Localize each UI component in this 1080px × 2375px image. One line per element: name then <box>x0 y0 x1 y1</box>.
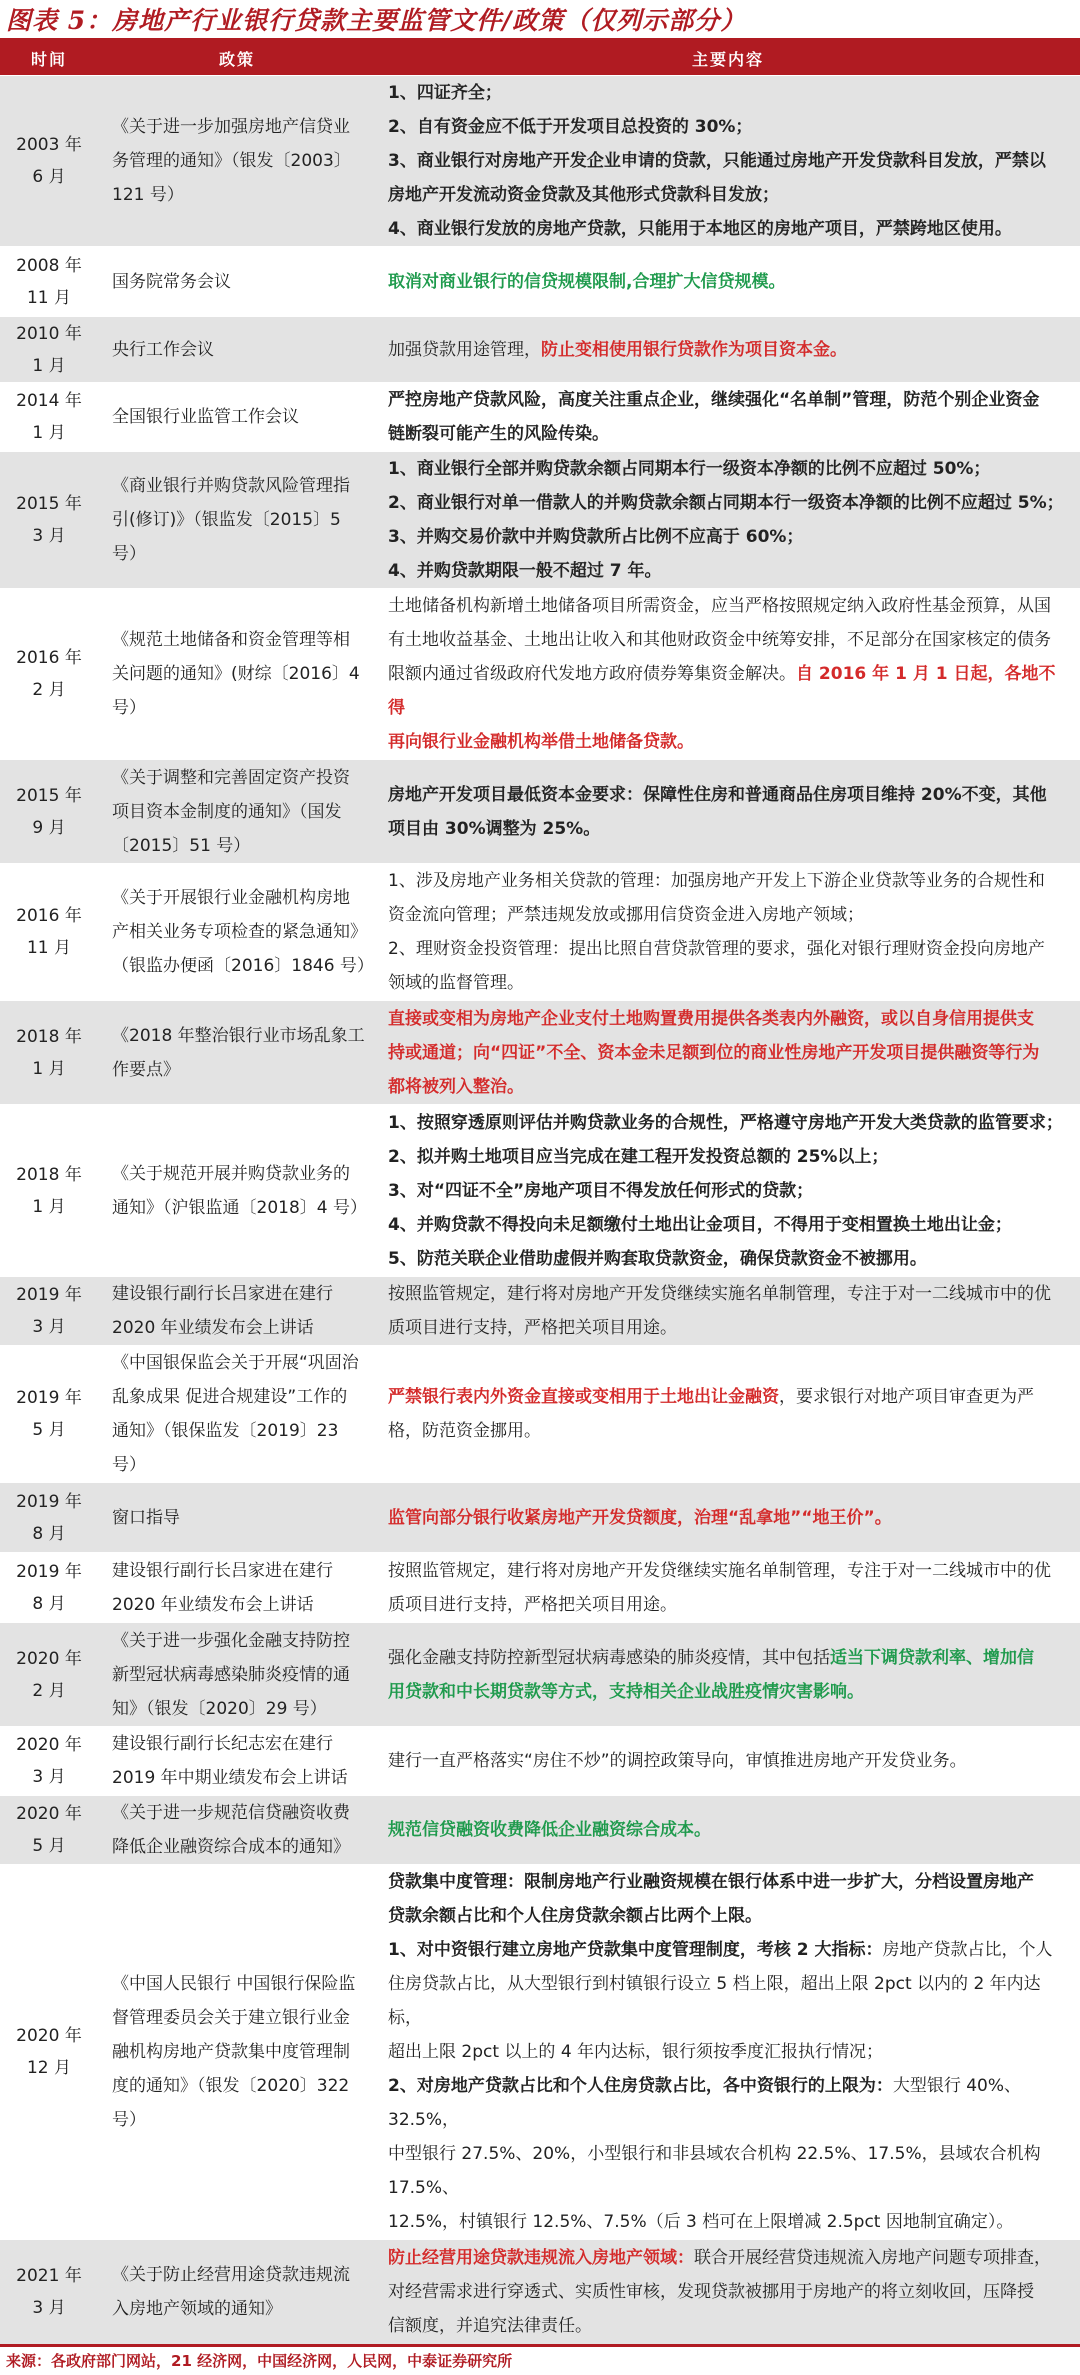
time-month: 5 月 <box>32 1420 66 1440</box>
source-note: 来源：各政府部门网站，21 经济网，中国经济网，人民网，中泰证券研究所 <box>6 2352 513 2370</box>
policy-line: 《中国银保监会关于开展“巩固治 <box>112 1353 359 1373</box>
content-line <box>388 212 1070 246</box>
time-cell <box>0 247 98 317</box>
policy-cell <box>98 1483 376 1553</box>
content-segment: 1、对中资银行建立房地产贷款集中度管理制度，考核 2 大指标： <box>388 1940 883 1960</box>
content-segment: 建行一直严格落实“房住不炒”的调控政策导向，审慎推进房地产开发贷业务。 <box>388 1751 967 1771</box>
content-segment: 加强贷款用途管理， <box>388 339 541 360</box>
policy-line: 督管理委员会关于建立银行业金 <box>112 2008 350 2028</box>
time-cell <box>0 1105 98 1277</box>
content-segment: 土地储备机构新增土地储备项目所需资金，应当严格按照规定纳入政府性基金预算，从国 <box>388 596 1051 616</box>
time-year: 2021 年 <box>16 2265 82 2286</box>
policy-cell <box>98 1623 376 1727</box>
content-line <box>388 725 1070 759</box>
content-line <box>388 2205 1070 2239</box>
content-line <box>388 1380 1070 1414</box>
content-line <box>388 932 1070 966</box>
policy-line: 《关于规范开展并购贷款业务的 <box>112 1163 350 1184</box>
table-row <box>0 1277 1080 1346</box>
content-line <box>388 417 1070 451</box>
time-month: 12 月 <box>26 2058 72 2078</box>
time-cell <box>0 2240 98 2344</box>
time-month: 8 月 <box>32 1593 66 1614</box>
content-segment: 再向银行业金融机构举借土地储备贷款。 <box>388 732 694 752</box>
content-segment: 2、对房地产贷款占比和个人住房贷款占比，各中资银行的上限为： <box>388 2076 893 2096</box>
policy-line: 通知》（沪银监通〔2018〕4 号） <box>112 1197 367 1218</box>
policy-line: 作要点》 <box>112 1059 180 1080</box>
time-year: 2019 年 <box>16 1561 82 1582</box>
content-line <box>388 898 1070 932</box>
content-line <box>388 1501 1070 1535</box>
content-line <box>388 110 1070 144</box>
time-year: 2020 年 <box>16 1804 82 1824</box>
time-month: 2 月 <box>32 680 66 700</box>
policy-line: 国务院常务会议 <box>112 271 231 292</box>
policy-line: 2020 年业绩发布会上讲话 <box>112 1318 314 1338</box>
time-month: 1 月 <box>32 423 66 443</box>
content-segment: 房地产开发项目最低资本金要求：保障性住房和普通商品住房项目维持 20%不变，其他 <box>388 784 1047 805</box>
policy-cell <box>98 589 376 760</box>
table-row <box>0 247 1080 317</box>
content-segment: 1、商业银行全部并购贷款余额占同期本行一级资本净额的比例不应超过 50%； <box>388 459 991 479</box>
time-cell <box>0 1727 98 1796</box>
policy-line: （银监办便函〔2016〕1846 号） <box>112 956 374 976</box>
time-cell <box>0 1346 98 1483</box>
policy-cell <box>98 317 376 383</box>
table-row <box>0 1623 1080 1727</box>
header-time: 时间 <box>0 41 98 76</box>
content-line <box>388 520 1070 554</box>
table-row <box>0 1553 1080 1623</box>
content-line <box>388 966 1070 1000</box>
policy-cell <box>98 383 376 452</box>
content-line <box>388 589 1070 623</box>
time-cell <box>0 383 98 452</box>
content-segment: 3、并购交易价款中并购贷款所占比例不应高于 60%； <box>388 527 804 547</box>
time-year: 2019 年 <box>16 1388 82 1408</box>
content-cell <box>376 452 1080 589</box>
table-header <box>0 41 1080 76</box>
table-row <box>0 317 1080 383</box>
content-line <box>388 486 1070 520</box>
content-segment: 持或通道；向“四证”不全、资本金未足额到位的商业性房地产开发项目提供融资等行为 <box>388 1042 1040 1063</box>
time-year: 2010 年 <box>16 323 82 344</box>
content-cell <box>376 1727 1080 1796</box>
content-segment: 限额内通过省级政府代发地方政府债券筹集资金解决。 <box>388 664 796 684</box>
policy-line: 建设银行副行长纪志宏在建行 <box>112 1734 333 1754</box>
content-segment: 强化金融支持防控新型冠状病毒感染的肺炎疫情，其中包括 <box>388 1647 830 1668</box>
content-cell <box>376 1865 1080 2240</box>
time-cell <box>0 1623 98 1727</box>
content-line <box>388 452 1070 486</box>
time-cell <box>0 452 98 589</box>
content-segment: 领域的监督管理。 <box>388 973 524 993</box>
content-cell <box>376 2240 1080 2344</box>
time-month: 3 月 <box>32 1317 66 1337</box>
time-month: 1 月 <box>32 1058 66 1079</box>
content-cell <box>376 317 1080 383</box>
content-segment: 4、并购贷款期限一般不超过 7 年。 <box>388 561 662 581</box>
time-cell <box>0 1865 98 2240</box>
table-row <box>0 1727 1080 1796</box>
policy-line: 2019 年中期业绩发布会上讲话 <box>112 1768 348 1788</box>
policy-cell <box>98 1346 376 1483</box>
policy-line: 〔2015〕51 号） <box>112 835 251 856</box>
policy-line: 融机构房地产贷款集中度管理制 <box>112 2042 350 2062</box>
table-row <box>0 1483 1080 1553</box>
content-segment: 3、对“四证不全”房地产项目不得发放任何形式的贷款； <box>388 1180 814 1201</box>
content-segment: 4、商业银行发放的房地产贷款，只能用于本地区的房地产项目，严禁跨地区使用。 <box>388 219 1012 239</box>
policy-line: 《2018 年整治银行业市场乱象工 <box>112 1025 365 1046</box>
policy-line: 关问题的通知》(财综〔2016〕4 <box>112 664 360 684</box>
content-segment: 超出上限 2pct 以上的 4 年内达标，银行须按季度汇报执行情况； <box>388 2042 884 2062</box>
policy-cell <box>98 76 376 247</box>
table-row <box>0 589 1080 760</box>
table-row <box>0 1001 1080 1105</box>
policy-line: 建设银行副行长吕家进在建行 <box>112 1284 333 1304</box>
policy-line: 《中国人民银行 中国银行保险监 <box>112 1974 356 1994</box>
content-line <box>388 1414 1070 1448</box>
time-cell <box>0 1553 98 1623</box>
table-row <box>0 1346 1080 1483</box>
content-line <box>388 1242 1070 1276</box>
time-year: 2015 年 <box>16 494 82 514</box>
content-segment: 1、涉及房地产业务相关贷款的管理：加强房地产开发上下游企业贷款等业务的合规性和 <box>388 871 1045 891</box>
content-segment: 联合开展经营贷违规流入房地产问题专项排查， <box>694 2247 1051 2268</box>
time-month: 2 月 <box>32 1680 66 1701</box>
policy-line: 乱象成果 促进合规建设”工作的 <box>112 1387 348 1407</box>
content-line <box>388 1106 1070 1140</box>
policy-cell <box>98 1865 376 2240</box>
time-cell <box>0 864 98 1001</box>
content-cell <box>376 247 1080 317</box>
policy-line: 央行工作会议 <box>112 339 214 360</box>
policy-line: 产相关业务专项检查的紧急通知》 <box>112 922 367 942</box>
time-month: 8 月 <box>32 1523 66 1544</box>
content-segment: 5、防范关联企业借助虚假并购套取贷款资金，确保贷款资金不被挪用。 <box>388 1248 927 1269</box>
content-line <box>388 144 1070 178</box>
policy-line: 《关于开展银行业金融机构房地 <box>112 888 350 908</box>
policy-cell <box>98 864 376 1001</box>
content-segment: 2、拟并购土地项目应当完成在建工程开发投资总额的 25%以上； <box>388 1146 889 1167</box>
policy-line: 121 号） <box>112 185 184 205</box>
time-year: 2008 年 <box>16 255 82 276</box>
content-line <box>388 1140 1070 1174</box>
policy-line: 建设银行副行长吕家进在建行 <box>112 1560 333 1581</box>
time-year: 2019 年 <box>16 1491 82 1512</box>
policy-line: 项目资本金制度的通知》（国发 <box>112 801 342 822</box>
time-month: 6 月 <box>32 167 66 187</box>
content-line <box>388 1554 1070 1588</box>
policy-cell <box>98 1105 376 1277</box>
content-segment: 严禁银行表内外资金直接或变相用于土地出让金融资 <box>388 1387 779 1407</box>
policy-line: 《商业银行并购贷款风险管理指 <box>112 476 350 496</box>
content-segment: 大型银行 40%、32.5%， <box>388 2076 1022 2130</box>
time-year: 2020 年 <box>16 1648 82 1669</box>
time-month: 5 月 <box>32 1836 66 1856</box>
content-segment: 资金流向管理；严禁违规发放或挪用信贷资金进入房地产领域； <box>388 905 864 925</box>
time-cell <box>0 1483 98 1553</box>
content-line <box>388 1208 1070 1242</box>
content-line <box>388 812 1070 846</box>
time-year: 2003 年 <box>16 135 82 155</box>
content-line <box>388 76 1070 110</box>
content-segment: 项目由 30%调整为 25%。 <box>388 818 601 839</box>
time-month: 3 月 <box>32 526 66 546</box>
table-row <box>0 76 1080 247</box>
time-cell <box>0 1796 98 1865</box>
content-segment: 质项目进行支持，严格把关项目用途。 <box>388 1594 677 1615</box>
time-month: 1 月 <box>32 355 66 376</box>
policy-cell <box>98 247 376 317</box>
time-year: 2018 年 <box>16 1026 82 1047</box>
content-line <box>388 1744 1070 1778</box>
policy-line: 《规范土地储备和资金管理等相 <box>112 630 350 650</box>
content-segment: 取消对商业银行的信贷规模限制,合理扩大信贷规模。 <box>388 271 786 292</box>
figure-title: 图表 5：房地产行业银行贷款主要监管文件/政策（仅列示部分） <box>6 6 747 35</box>
content-segment: 2、自有资金应不低于开发项目总投资的 30%； <box>388 117 753 137</box>
content-segment: 链断裂可能产生的风险传染。 <box>388 424 609 444</box>
content-line <box>388 1311 1070 1345</box>
header-content: 主要内容 <box>376 41 1080 76</box>
time-cell <box>0 760 98 864</box>
content-cell <box>376 1796 1080 1865</box>
table-row <box>0 383 1080 452</box>
policy-cell <box>98 1001 376 1105</box>
content-line <box>388 2275 1070 2309</box>
content-segment: 按照监管规定，建行将对房地产开发贷继续实施名单制管理，专注于对一二线城市中的优 <box>388 1284 1051 1304</box>
policy-line: 降低企业融资综合成本的通知》 <box>112 1837 350 1857</box>
content-segment: 对经营需求进行穿透式、实质性审核，发现贷款被挪用于房地产的将立刻收回，压降授 <box>388 2281 1034 2302</box>
time-year: 2016 年 <box>16 648 82 668</box>
table-row <box>0 2240 1080 2344</box>
policy-cell <box>98 1277 376 1346</box>
content-line <box>388 2137 1070 2205</box>
content-segment: 贷款集中度管理：限制房地产行业融资规模在银行体系中进一步扩大，分档设置房地产 <box>388 1872 1034 1892</box>
content-segment: 2、商业银行对单一借款人的并购贷款余额占同期本行一级资本净额的比例不应超过 5%； <box>388 493 1064 513</box>
policy-cell <box>98 1727 376 1796</box>
policy-line: 《关于防止经营用途贷款违规流 <box>112 2264 350 2285</box>
content-segment: 中型银行 27.5%、20%，小型银行和非县域农合机构 22.5%、17.5%，县域农合机构 17.5%、 <box>388 2144 1041 2198</box>
content-cell <box>376 589 1080 760</box>
content-line <box>388 383 1070 417</box>
policy-line: 务管理的通知》（银发〔2003〕 <box>112 151 351 171</box>
content-segment: 有土地收益基金、土地出让收入和其他财政资金中统筹安排，不足部分在国家核定的债务 <box>388 630 1051 650</box>
policy-line: 《关于进一步强化金融支持防控 <box>112 1630 350 1651</box>
content-line <box>388 1174 1070 1208</box>
table-row <box>0 760 1080 864</box>
time-month: 9 月 <box>32 817 66 838</box>
policy-cell <box>98 1553 376 1623</box>
table-row <box>0 1865 1080 2240</box>
time-cell <box>0 1001 98 1105</box>
content-segment: 1、四证齐全； <box>388 83 502 103</box>
content-cell <box>376 76 1080 247</box>
content-segment: 防止变相使用银行贷款作为项目资本金。 <box>541 339 847 360</box>
content-line <box>388 623 1070 657</box>
table-row <box>0 1796 1080 1865</box>
content-line <box>388 2309 1070 2343</box>
content-segment: 严控房地产贷款风险，高度关注重点企业，继续强化“名单制”管理，防范个别企业资金 <box>388 390 1040 410</box>
policy-line: 通知》（银保监发〔2019〕23 号） <box>112 1421 339 1475</box>
content-cell <box>376 1277 1080 1346</box>
header-policy: 政策 <box>98 41 376 76</box>
content-segment: 防止经营用途贷款违规流入房地产领域： <box>388 2247 694 2268</box>
time-cell <box>0 76 98 247</box>
table-body <box>0 76 1080 2344</box>
content-cell <box>376 1346 1080 1483</box>
time-year: 2015 年 <box>16 785 82 806</box>
policy-table <box>0 41 1080 2344</box>
policy-line: 号） <box>112 2110 146 2130</box>
content-line <box>388 1813 1070 1847</box>
content-segment: 4、并购贷款不得投向未足额缴付土地出让金项目，不得用于变相置换土地出让金； <box>388 1214 1012 1235</box>
time-year: 2018 年 <box>16 1164 82 1185</box>
content-line <box>388 2069 1070 2137</box>
policy-line: 窗口指导 <box>112 1507 180 1528</box>
policy-cell <box>98 2240 376 2344</box>
policy-line: 新型冠状病毒感染肺炎疫情的通 <box>112 1664 350 1685</box>
policy-line: 《关于进一步加强房地产信贷业 <box>112 117 350 137</box>
table-row <box>0 864 1080 1001</box>
content-segment: 直接或变相为房地产企业支付土地购置费用提供各类表内外融资，或以自身信用提供支 <box>388 1008 1034 1029</box>
content-cell <box>376 864 1080 1001</box>
content-segment: 2、理财资金投资管理：提出比照自营贷款管理的要求，强化对银行理财资金投向房地产 <box>388 939 1045 959</box>
time-year: 2020 年 <box>16 2026 82 2046</box>
time-month: 3 月 <box>32 1767 66 1787</box>
content-cell <box>376 1001 1080 1105</box>
policy-cell <box>98 760 376 864</box>
policy-cell <box>98 1796 376 1865</box>
time-cell <box>0 589 98 760</box>
policy-line: 全国银行业监管工作会议 <box>112 407 299 427</box>
content-segment: 用贷款和中长期贷款等方式，支持相关企业战胜疫情灾害影响。 <box>388 1681 864 1702</box>
content-line <box>388 778 1070 812</box>
content-segment: 住房贷款占比，从大型银行到村镇银行设立 5 档上限，超出上限 2pct 以内的 2 年内达标， <box>388 1974 1041 2028</box>
content-segment: 信额度，并追究法律责任。 <box>388 2315 592 2336</box>
content-segment: 规范信贷融资收费降低企业融资综合成本。 <box>388 1820 711 1840</box>
time-year: 2019 年 <box>16 1285 82 1305</box>
content-segment: 监管向部分银行收紧房地产开发贷额度，治理“乱拿地”“地王价”。 <box>388 1507 892 1528</box>
content-line <box>388 1036 1070 1070</box>
content-line <box>388 554 1070 588</box>
policy-line: 《关于调整和完善固定资产投资 <box>112 767 350 788</box>
policy-line: 入房地产领域的通知》 <box>112 2298 282 2319</box>
content-segment: 适当下调贷款利率、增加信 <box>830 1647 1034 1668</box>
content-line <box>388 2241 1070 2275</box>
time-month: 1 月 <box>32 1196 66 1217</box>
content-segment: 按照监管规定，建行将对房地产开发贷继续实施名单制管理，专注于对一二线城市中的优 <box>388 1560 1051 1581</box>
content-cell <box>376 383 1080 452</box>
time-month: 11 月 <box>26 938 72 958</box>
content-segment: 3、商业银行对房地产开发企业申请的贷款，只能通过房地产开发贷款科目发放，严禁以 <box>388 151 1046 171</box>
time-cell <box>0 317 98 383</box>
content-line <box>388 657 1070 725</box>
time-month: 3 月 <box>32 2297 66 2318</box>
time-month: 11 月 <box>26 287 72 308</box>
content-line <box>388 1675 1070 1709</box>
content-line <box>388 864 1070 898</box>
time-cell <box>0 1277 98 1346</box>
table-row <box>0 1105 1080 1277</box>
policy-line: 2020 年业绩发布会上讲话 <box>112 1594 314 1615</box>
content-segment: 1、按照穿透原则评估并购贷款业务的合规性，严格遵守房地产开发大类贷款的监管要求； <box>388 1112 1063 1133</box>
content-segment: 自 2016 年 1 月 1 日起，各地不得 <box>388 664 1056 718</box>
content-line <box>388 1933 1070 1967</box>
policy-line: 度的通知》（银发〔2020〕322 <box>112 2076 350 2096</box>
content-segment: 房地产开发流动资金贷款及其他形式贷款科目发放； <box>388 185 779 205</box>
policy-line: 号） <box>112 698 146 718</box>
content-line <box>388 178 1070 212</box>
content-line <box>388 1588 1070 1622</box>
content-line <box>388 333 1070 367</box>
time-year: 2014 年 <box>16 391 82 411</box>
content-segment: 房地产贷款占比，个人 <box>882 1940 1053 1960</box>
content-segment: 都将被列入整治。 <box>388 1076 524 1097</box>
content-line <box>388 1967 1070 2035</box>
content-line <box>388 1070 1070 1104</box>
policy-cell <box>98 452 376 589</box>
content-line <box>388 1865 1070 1899</box>
content-cell <box>376 1553 1080 1623</box>
time-year: 2016 年 <box>16 906 82 926</box>
content-segment: 贷款余额占比和个人住房贷款余额占比两个上限。 <box>388 1906 762 1926</box>
content-line <box>388 1002 1070 1036</box>
content-cell <box>376 1623 1080 1727</box>
content-cell <box>376 1105 1080 1277</box>
content-line <box>388 1641 1070 1675</box>
content-segment: 12.5%，村镇银行 12.5%、7.5%（后 3 档可在上限增减 2.5pct 因地制宜确定）。 <box>388 2212 1014 2232</box>
content-cell <box>376 760 1080 864</box>
content-cell <box>376 1483 1080 1553</box>
time-year: 2020 年 <box>16 1735 82 1755</box>
content-segment: 质项目进行支持，严格把关项目用途。 <box>388 1318 677 1338</box>
content-line <box>388 2035 1070 2069</box>
content-line <box>388 1899 1070 1933</box>
policy-line: 引(修订)》（银监发〔2015〕5 <box>112 510 341 530</box>
policy-line: 知》（银发〔2020〕29 号） <box>112 1698 327 1719</box>
source-footer <box>0 2344 1080 2375</box>
content-segment: 格，防范资金挪用。 <box>388 1421 541 1441</box>
policy-line: 号） <box>112 544 146 564</box>
figure-title-bar <box>0 0 1080 41</box>
table-row <box>0 452 1080 589</box>
content-segment: ，要求银行对地产项目审查更为严 <box>779 1387 1034 1407</box>
policy-line: 《关于进一步规范信贷融资收费 <box>112 1803 350 1823</box>
content-line <box>388 265 1070 299</box>
content-line <box>388 1277 1070 1311</box>
